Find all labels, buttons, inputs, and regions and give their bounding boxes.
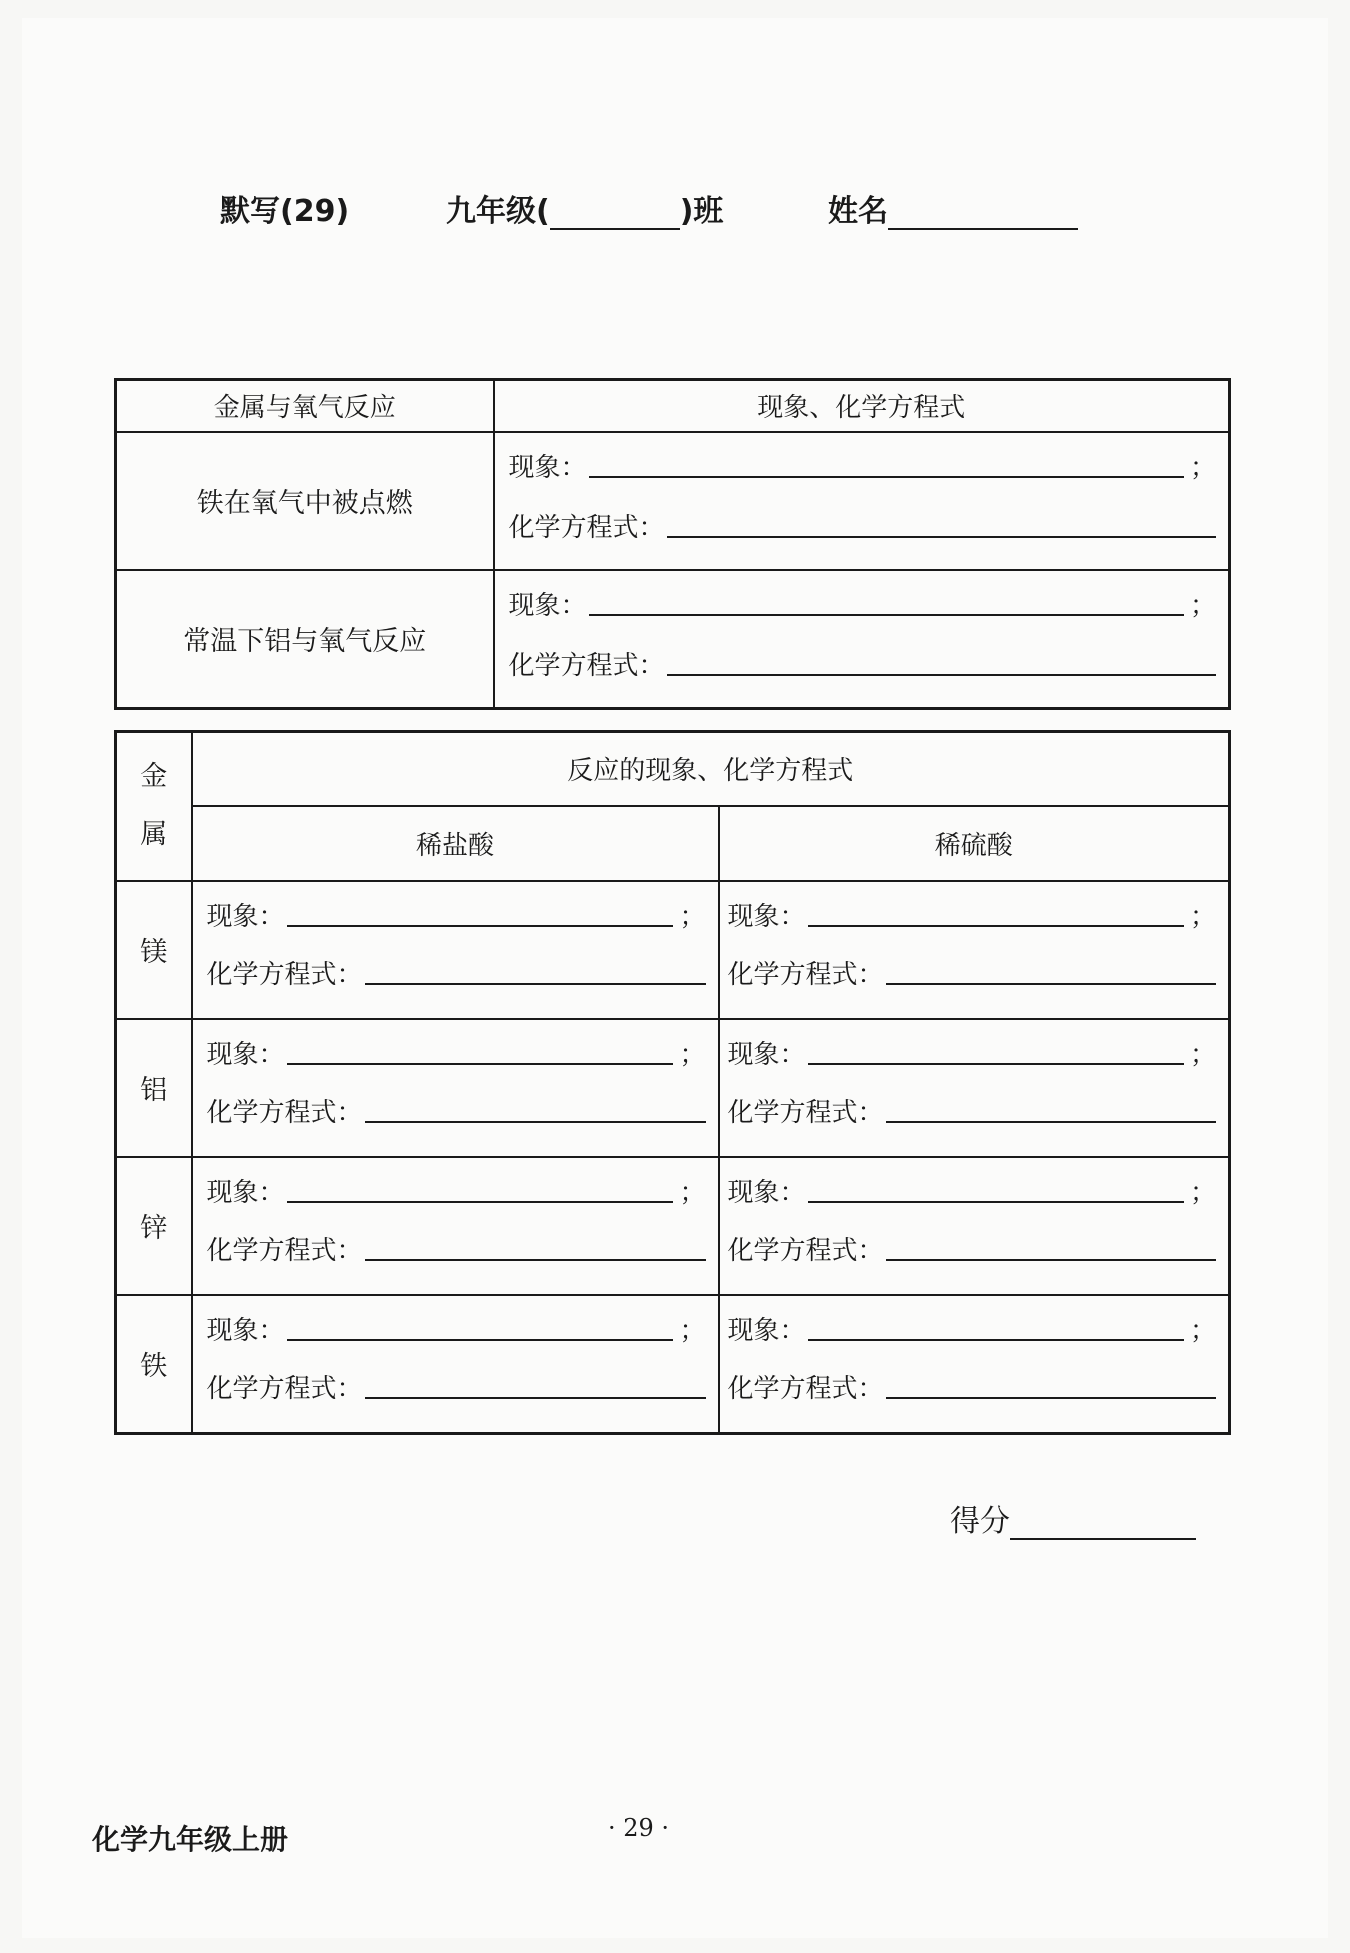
iron-oxygen-label: 铁在氧气中被点燃 — [116, 432, 494, 570]
mg-hcl-answer — [192, 881, 719, 1019]
metal-label-al: 铝 — [116, 1019, 192, 1157]
reaction-header: 反应的现象、化学方程式 — [192, 732, 1230, 806]
phenomenon-line[interactable]: 现象： ； — [727, 1039, 1217, 1070]
phenomenon-line[interactable]: 现象： ； — [727, 1315, 1217, 1346]
metal-header: 金 属 — [116, 732, 192, 881]
equation-line[interactable]: 化学方程式： — [207, 1368, 706, 1405]
metal-acid-table — [114, 730, 1231, 1435]
name-field: 姓名 — [828, 186, 1078, 230]
metal-label-mg: 镁 — [116, 881, 192, 1019]
page-number: · 29 · — [608, 1814, 670, 1842]
score-field: 得分 — [950, 1496, 1196, 1540]
equation-line[interactable]: 化学方程式： — [207, 1230, 706, 1267]
worksheet-page — [22, 18, 1328, 1938]
equation-line[interactable]: 化学方程式： — [207, 1092, 706, 1129]
phenomenon-line[interactable]: 现象： ； — [206, 1315, 706, 1346]
zn-h2so4-answer — [719, 1157, 1230, 1295]
aluminum-oxygen-label: 常温下铝与氧气反应 — [116, 570, 494, 709]
metal-oxygen-table — [114, 378, 1231, 710]
phenomenon-line[interactable]: 现象： ； — [206, 1039, 706, 1070]
metal-label-fe: 铁 — [116, 1295, 192, 1434]
phenomenon-line[interactable]: 现象： ； — [508, 590, 1216, 621]
phenomenon-line[interactable]: 现象： ； — [508, 452, 1216, 483]
equation-line[interactable]: 化学方程式： — [728, 1230, 1217, 1267]
equation-line[interactable]: 化学方程式： — [207, 954, 706, 991]
equation-line[interactable]: 化学方程式： — [509, 507, 1217, 544]
name-blank[interactable] — [888, 198, 1078, 230]
equation-line[interactable]: 化学方程式： — [728, 1368, 1217, 1405]
phenomenon-line[interactable]: 现象： ； — [206, 1177, 706, 1208]
phenomenon-equation-header: 现象、化学方程式 — [494, 380, 1230, 432]
mg-h2so4-answer — [719, 881, 1230, 1019]
worksheet-title: 默写(29) — [220, 194, 350, 229]
metal-oxygen-header: 金属与氧气反应 — [116, 380, 494, 432]
equation-line[interactable]: 化学方程式： — [728, 954, 1217, 991]
phenomenon-line[interactable]: 现象： ； — [206, 901, 706, 932]
equation-line[interactable]: 化学方程式： — [728, 1092, 1217, 1129]
dilute-h2so4-header: 稀硫酸 — [719, 806, 1230, 881]
fe-hcl-answer — [192, 1295, 719, 1434]
phenomenon-line[interactable]: 现象： ； — [727, 901, 1217, 932]
iron-oxygen-answer — [494, 432, 1230, 570]
class-field: 九年级( )班 — [446, 194, 724, 229]
fe-h2so4-answer — [719, 1295, 1230, 1434]
book-title: 化学九年级上册 — [92, 1823, 289, 1856]
score-blank[interactable] — [1010, 1508, 1196, 1540]
class-blank[interactable] — [550, 198, 680, 230]
zn-hcl-answer — [192, 1157, 719, 1295]
al-h2so4-answer — [719, 1019, 1230, 1157]
dilute-hcl-header: 稀盐酸 — [192, 806, 719, 881]
metal-label-zn: 锌 — [116, 1157, 192, 1295]
phenomenon-line[interactable]: 现象： ； — [727, 1177, 1217, 1208]
equation-line[interactable]: 化学方程式： — [509, 645, 1217, 682]
al-hcl-answer — [192, 1019, 719, 1157]
aluminum-oxygen-answer — [494, 570, 1230, 709]
